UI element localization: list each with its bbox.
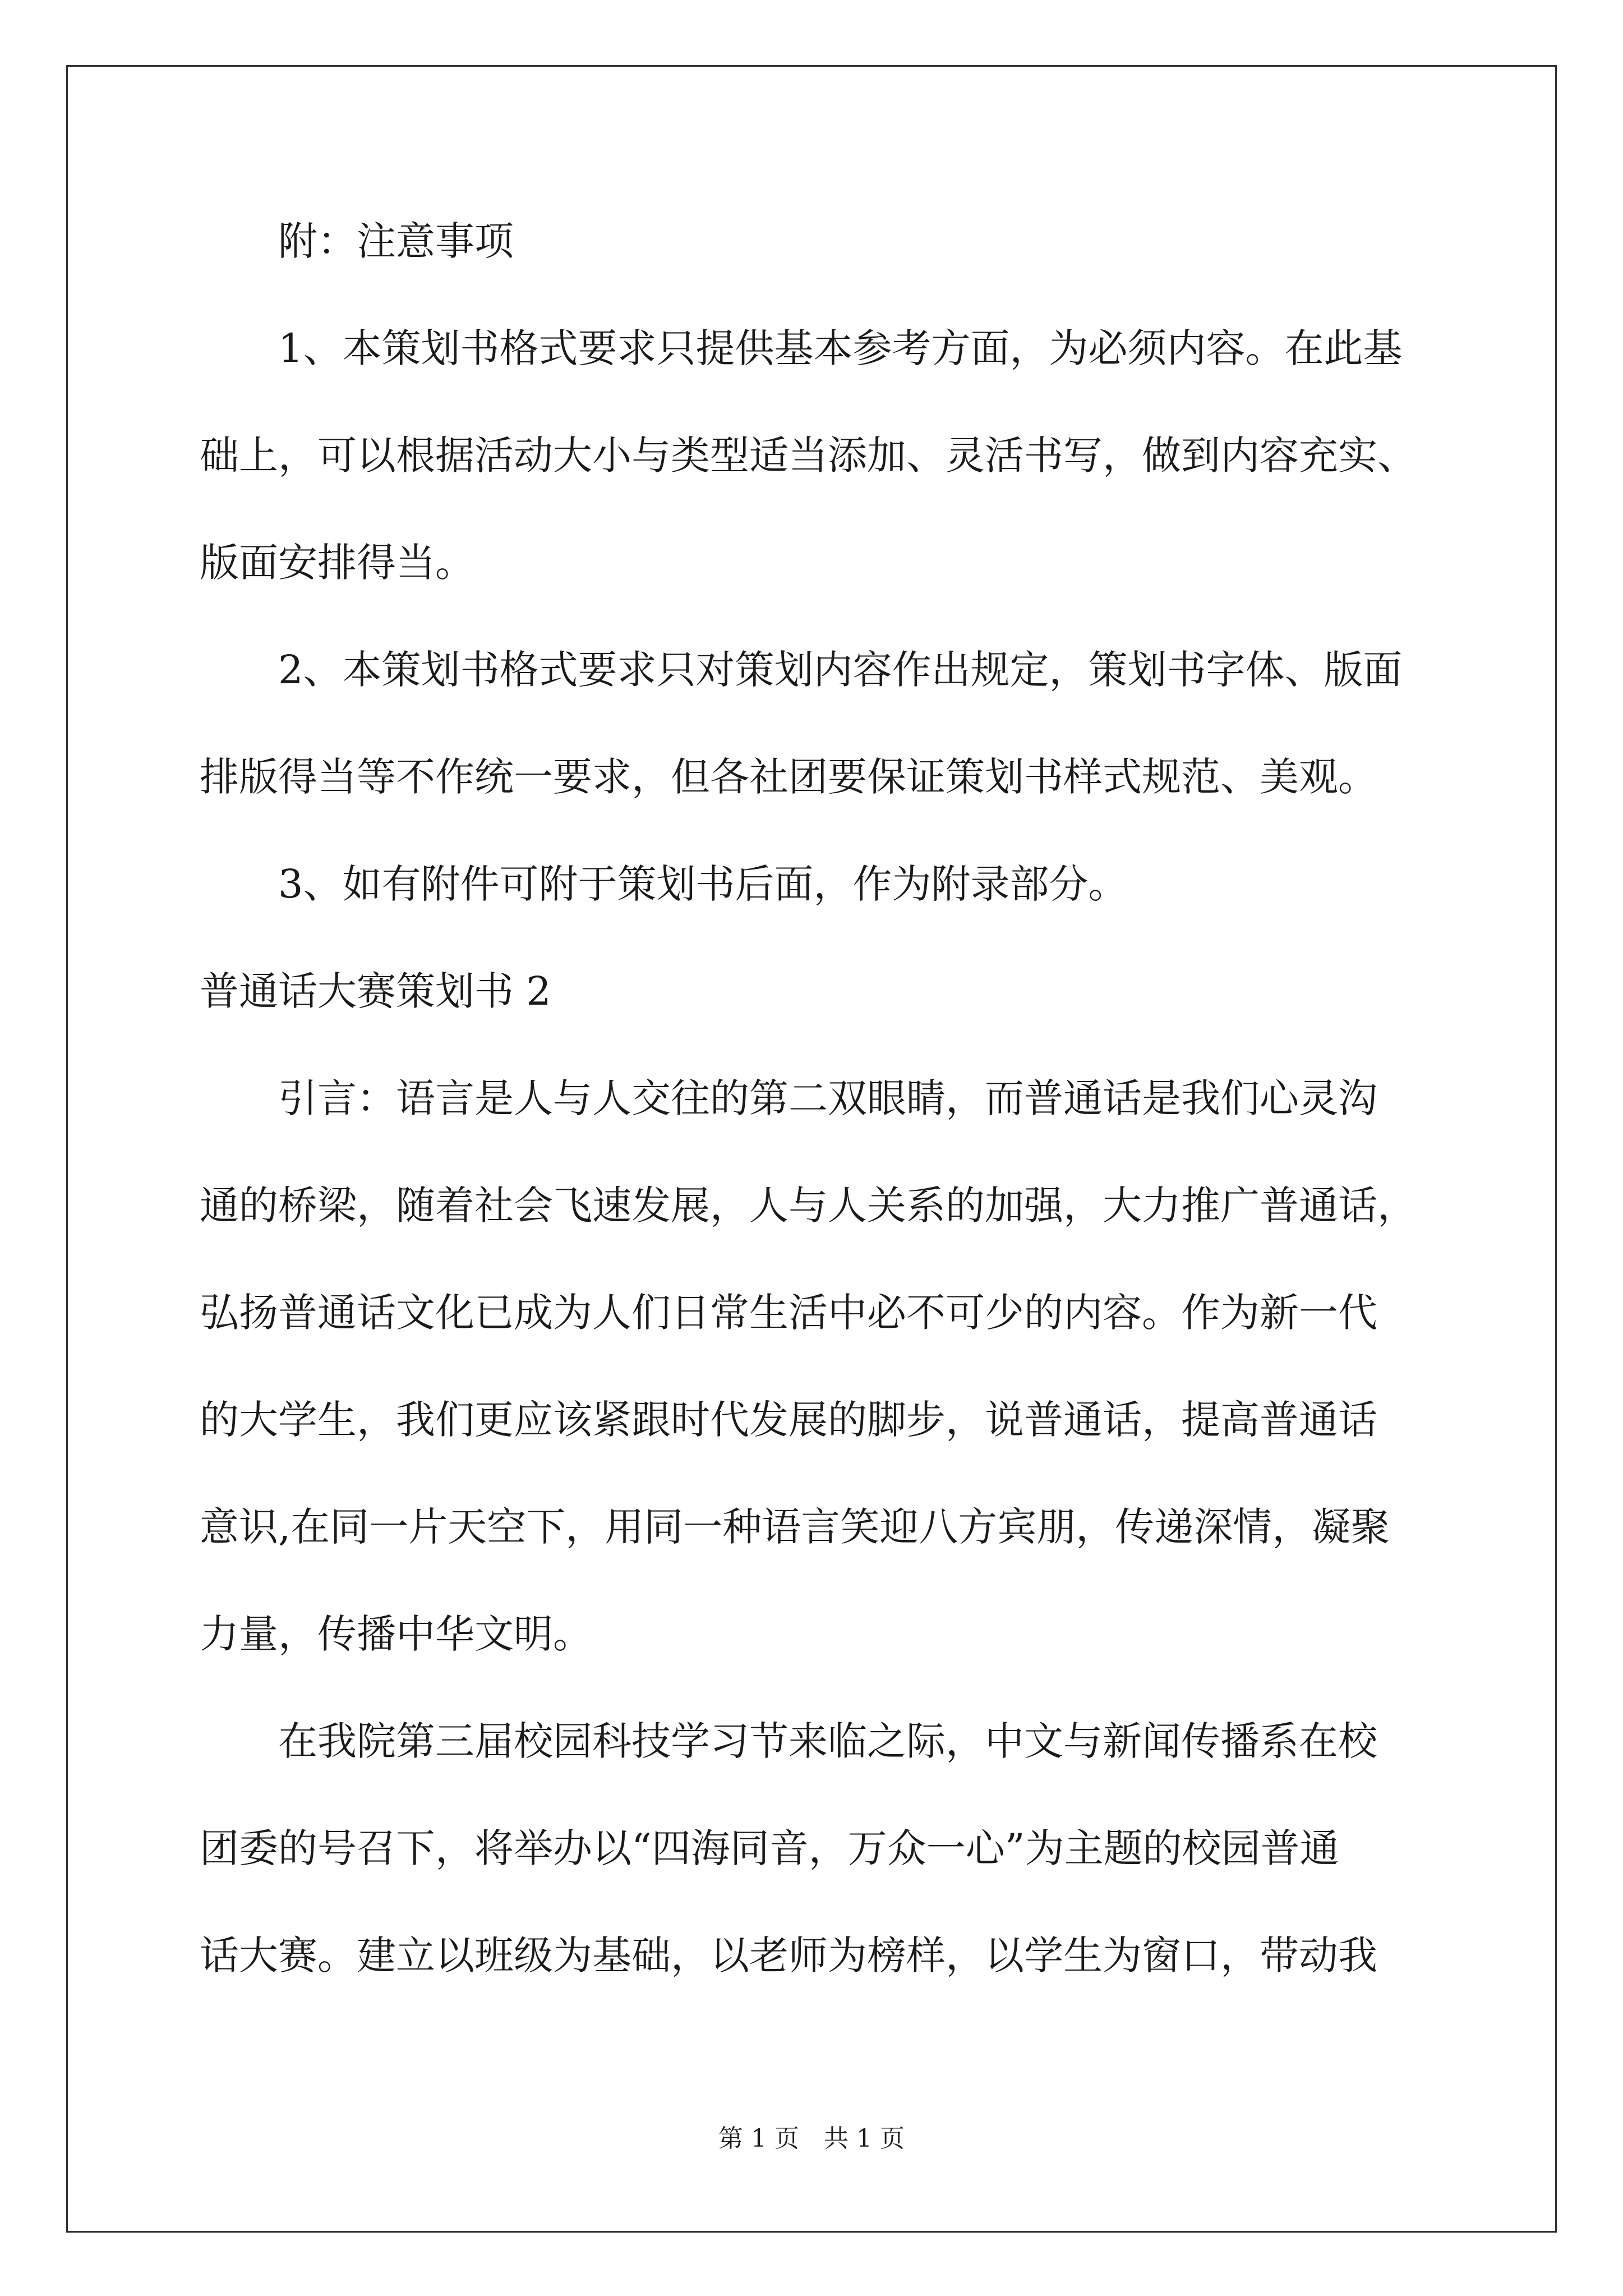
paragraph-line: 1、本策划书格式要求只提供基本参考方面，为必须内容。在此基 [278, 325, 1403, 371]
paragraph-line: 弘扬普通话文化已成为人们日常生活中必不可少的内容。作为新一代 [200, 1290, 1377, 1336]
paragraph-line: 排版得当等不作统一要求，但各社团要保证策划书样式规范、美观。 [200, 754, 1377, 800]
paragraph-line: 础上，可以根据活动大小与类型适当添加、灵活书写，做到内容充实、 [200, 432, 1417, 478]
page-footer: 第 1 页 共 1 页 [718, 2124, 905, 2153]
page-border [66, 65, 1557, 2233]
paragraph-line: 团委的号召下，将举办以“四海同音，万众一心”为主题的校园普通 [200, 1825, 1339, 1871]
paragraph-line: 2、本策划书格式要求只对策划内容作出规定，策划书字体、版面 [278, 647, 1403, 693]
paragraph-line: 的大学生，我们更应该紧跟时代发展的脚步，说普通话，提高普通话 [200, 1397, 1377, 1443]
paragraph-line: 版面安排得当。 [200, 540, 474, 586]
paragraph-line: 在我院第三届校园科技学习节来临之际，中文与新闻传播系在校 [278, 1718, 1377, 1764]
paragraph-line: 通的桥梁，随着社会飞速发展，人与人关系的加强，大力推广普通话， [200, 1182, 1417, 1228]
paragraph-line: 意识,在同一片天空下，用同一种语言笑迎八方宾朋，传递深情，凝聚 [200, 1504, 1390, 1550]
paragraph-line: 引言：语言是人与人交往的第二双眼睛，而普通话是我们心灵沟 [278, 1075, 1377, 1121]
section-title: 普通话大赛策划书 2 [200, 968, 551, 1014]
paragraph-line: 力量，传播中华文明。 [200, 1611, 592, 1657]
note-heading: 附：注意事项 [278, 218, 514, 264]
paragraph-line: 3、如有附件可附于策划书后面，作为附录部分。 [278, 861, 1128, 907]
paragraph-line: 话大赛。建立以班级为基础，以老师为榜样，以学生为窗口，带动我 [200, 1932, 1377, 1978]
